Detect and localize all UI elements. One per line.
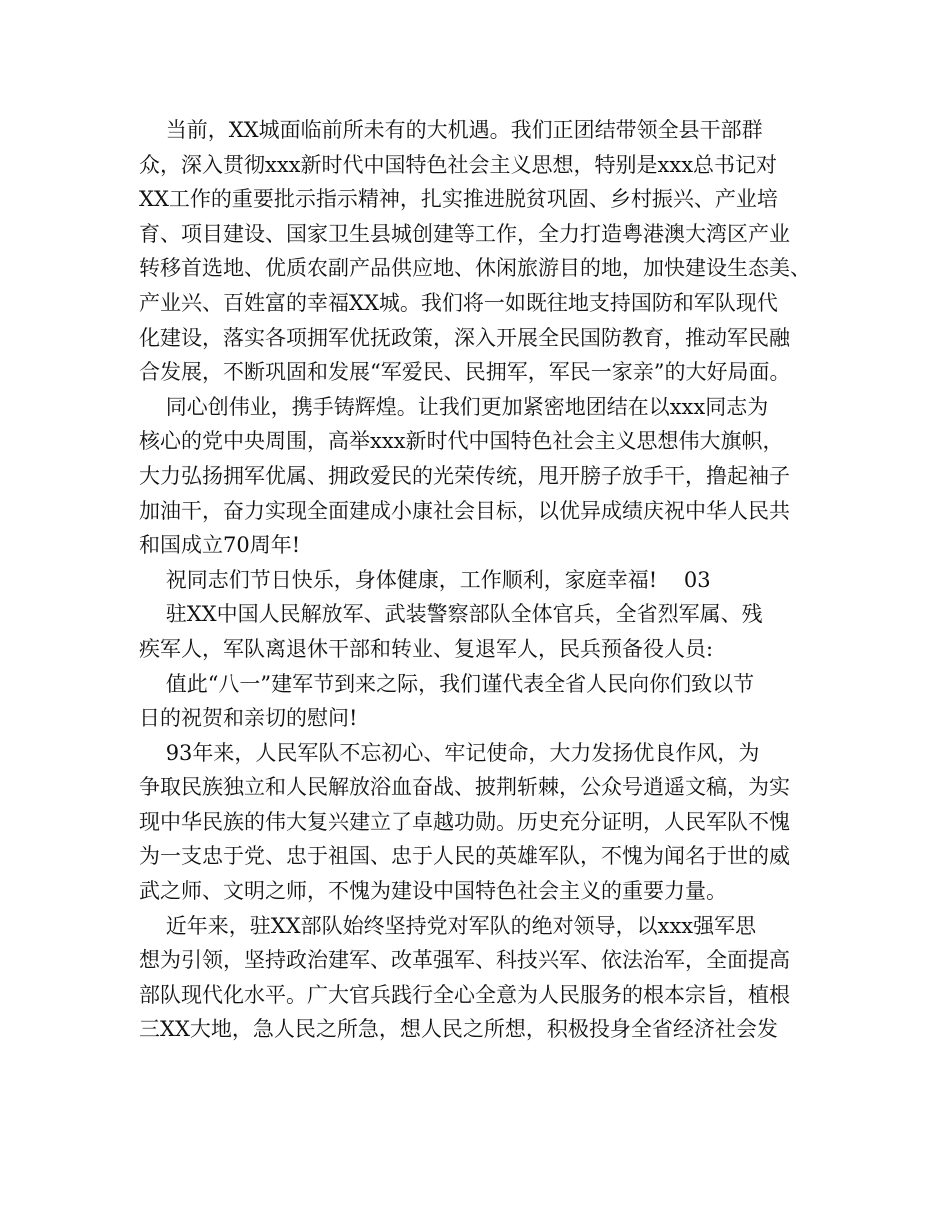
text-line: XX工作的重要批示指示精神，扎实推进脱贫巩固、乡村振兴、产业培 xyxy=(139,187,778,212)
text-line: 核心的党中央周围，高举xxx新时代中国特色社会主义思想伟大旗帜， xyxy=(139,429,784,454)
text-line: 产业兴、百姓富的幸福XX城。我们将一如既往地支持国防和军队现代 xyxy=(139,290,778,315)
text-line: 疾军人，军队离退休干部和转业、复退军人，民兵预备役人员: xyxy=(139,636,714,661)
text-line: 众，深入贯彻xxx新时代中国特色社会主义思想，特别是xxx总书记对 xyxy=(139,152,778,177)
text-line: 和国成立70周年! xyxy=(139,533,301,558)
text-line: 育、项目建设、国家卫生县城创建等工作，全力打造粤港澳大湾区产业 xyxy=(139,221,790,246)
text-line: 同心创伟业，携手铸辉煌。让我们更加紧密地团结在以xxx同志为 xyxy=(139,394,769,419)
text-line: 现中华民族的伟大复兴建立了卓越功勋。历史充分证明，人民军队不愧 xyxy=(139,809,790,834)
text-line: 合发展，不断巩固和发展“军爱民、民拥军，军民一家亲”的大好局面。 xyxy=(139,360,791,385)
text-line: 加油干，奋力实现全面建成小康社会目标，以优异成绩庆祝中华人民共 xyxy=(139,498,790,523)
text-line: 大力弘扬拥军优属、拥政爱民的光荣传统，甩开膀子放手干，撸起袖子 xyxy=(139,463,790,488)
text-line: 转移首选地、优质农副产品供应地、休闲旅游目的地，加快建设生态美、 xyxy=(139,256,811,281)
text-line: 三XX大地，急人民之所急，想人民之所想，积极投身全省经济社会发 xyxy=(139,1017,778,1042)
text-line: 武之师、文明之师，不愧为建设中国特色社会主义的重要力量。 xyxy=(139,879,727,904)
text-line: 为一支忠于党、忠于祖国、忠于人民的英雄军队，不愧为闻名于世的威 xyxy=(139,844,790,869)
text-line: 当前，XX城面临前所未有的大机遇。我们正团结带领全县干部群 xyxy=(139,118,763,142)
text-line: 部队现代化水平。广大官兵践行全心全意为人民服务的根本宗旨，植根 xyxy=(139,982,790,1007)
text-line: 近年来，驻XX部队始终坚持党对军队的绝对领导，以xxx强军思 xyxy=(139,913,757,938)
text-line: 值此“八一”建军节到来之际，我们谨代表全省人民向你们致以节 xyxy=(139,671,755,696)
body-text xyxy=(139,113,839,1047)
text-line: 化建设，落实各项拥军优抚政策，深入开展全民国防教育，推动军民融 xyxy=(139,325,790,350)
text-line: 想为引领，坚持政治建军、改革强军、科技兴军、依法治军，全面提高 xyxy=(139,948,790,973)
text-line: 祝同志们节日快乐，身体健康，工作顺利，家庭幸福! 03 xyxy=(139,567,711,592)
text-line: 驻XX中国人民解放军、武装警察部队全体官兵，全省烈军属、残 xyxy=(139,602,763,627)
text-line: 93年来，人民军队不忘初心、牢记使命，大力发扬优良作风，为 xyxy=(139,740,760,765)
text-line: 日的祝贺和亲切的慰问! xyxy=(139,706,358,731)
text-line: 争取民族独立和人民解放浴血奋战、披荆斩棘，公众号逍遥文稿，为实 xyxy=(139,775,790,800)
